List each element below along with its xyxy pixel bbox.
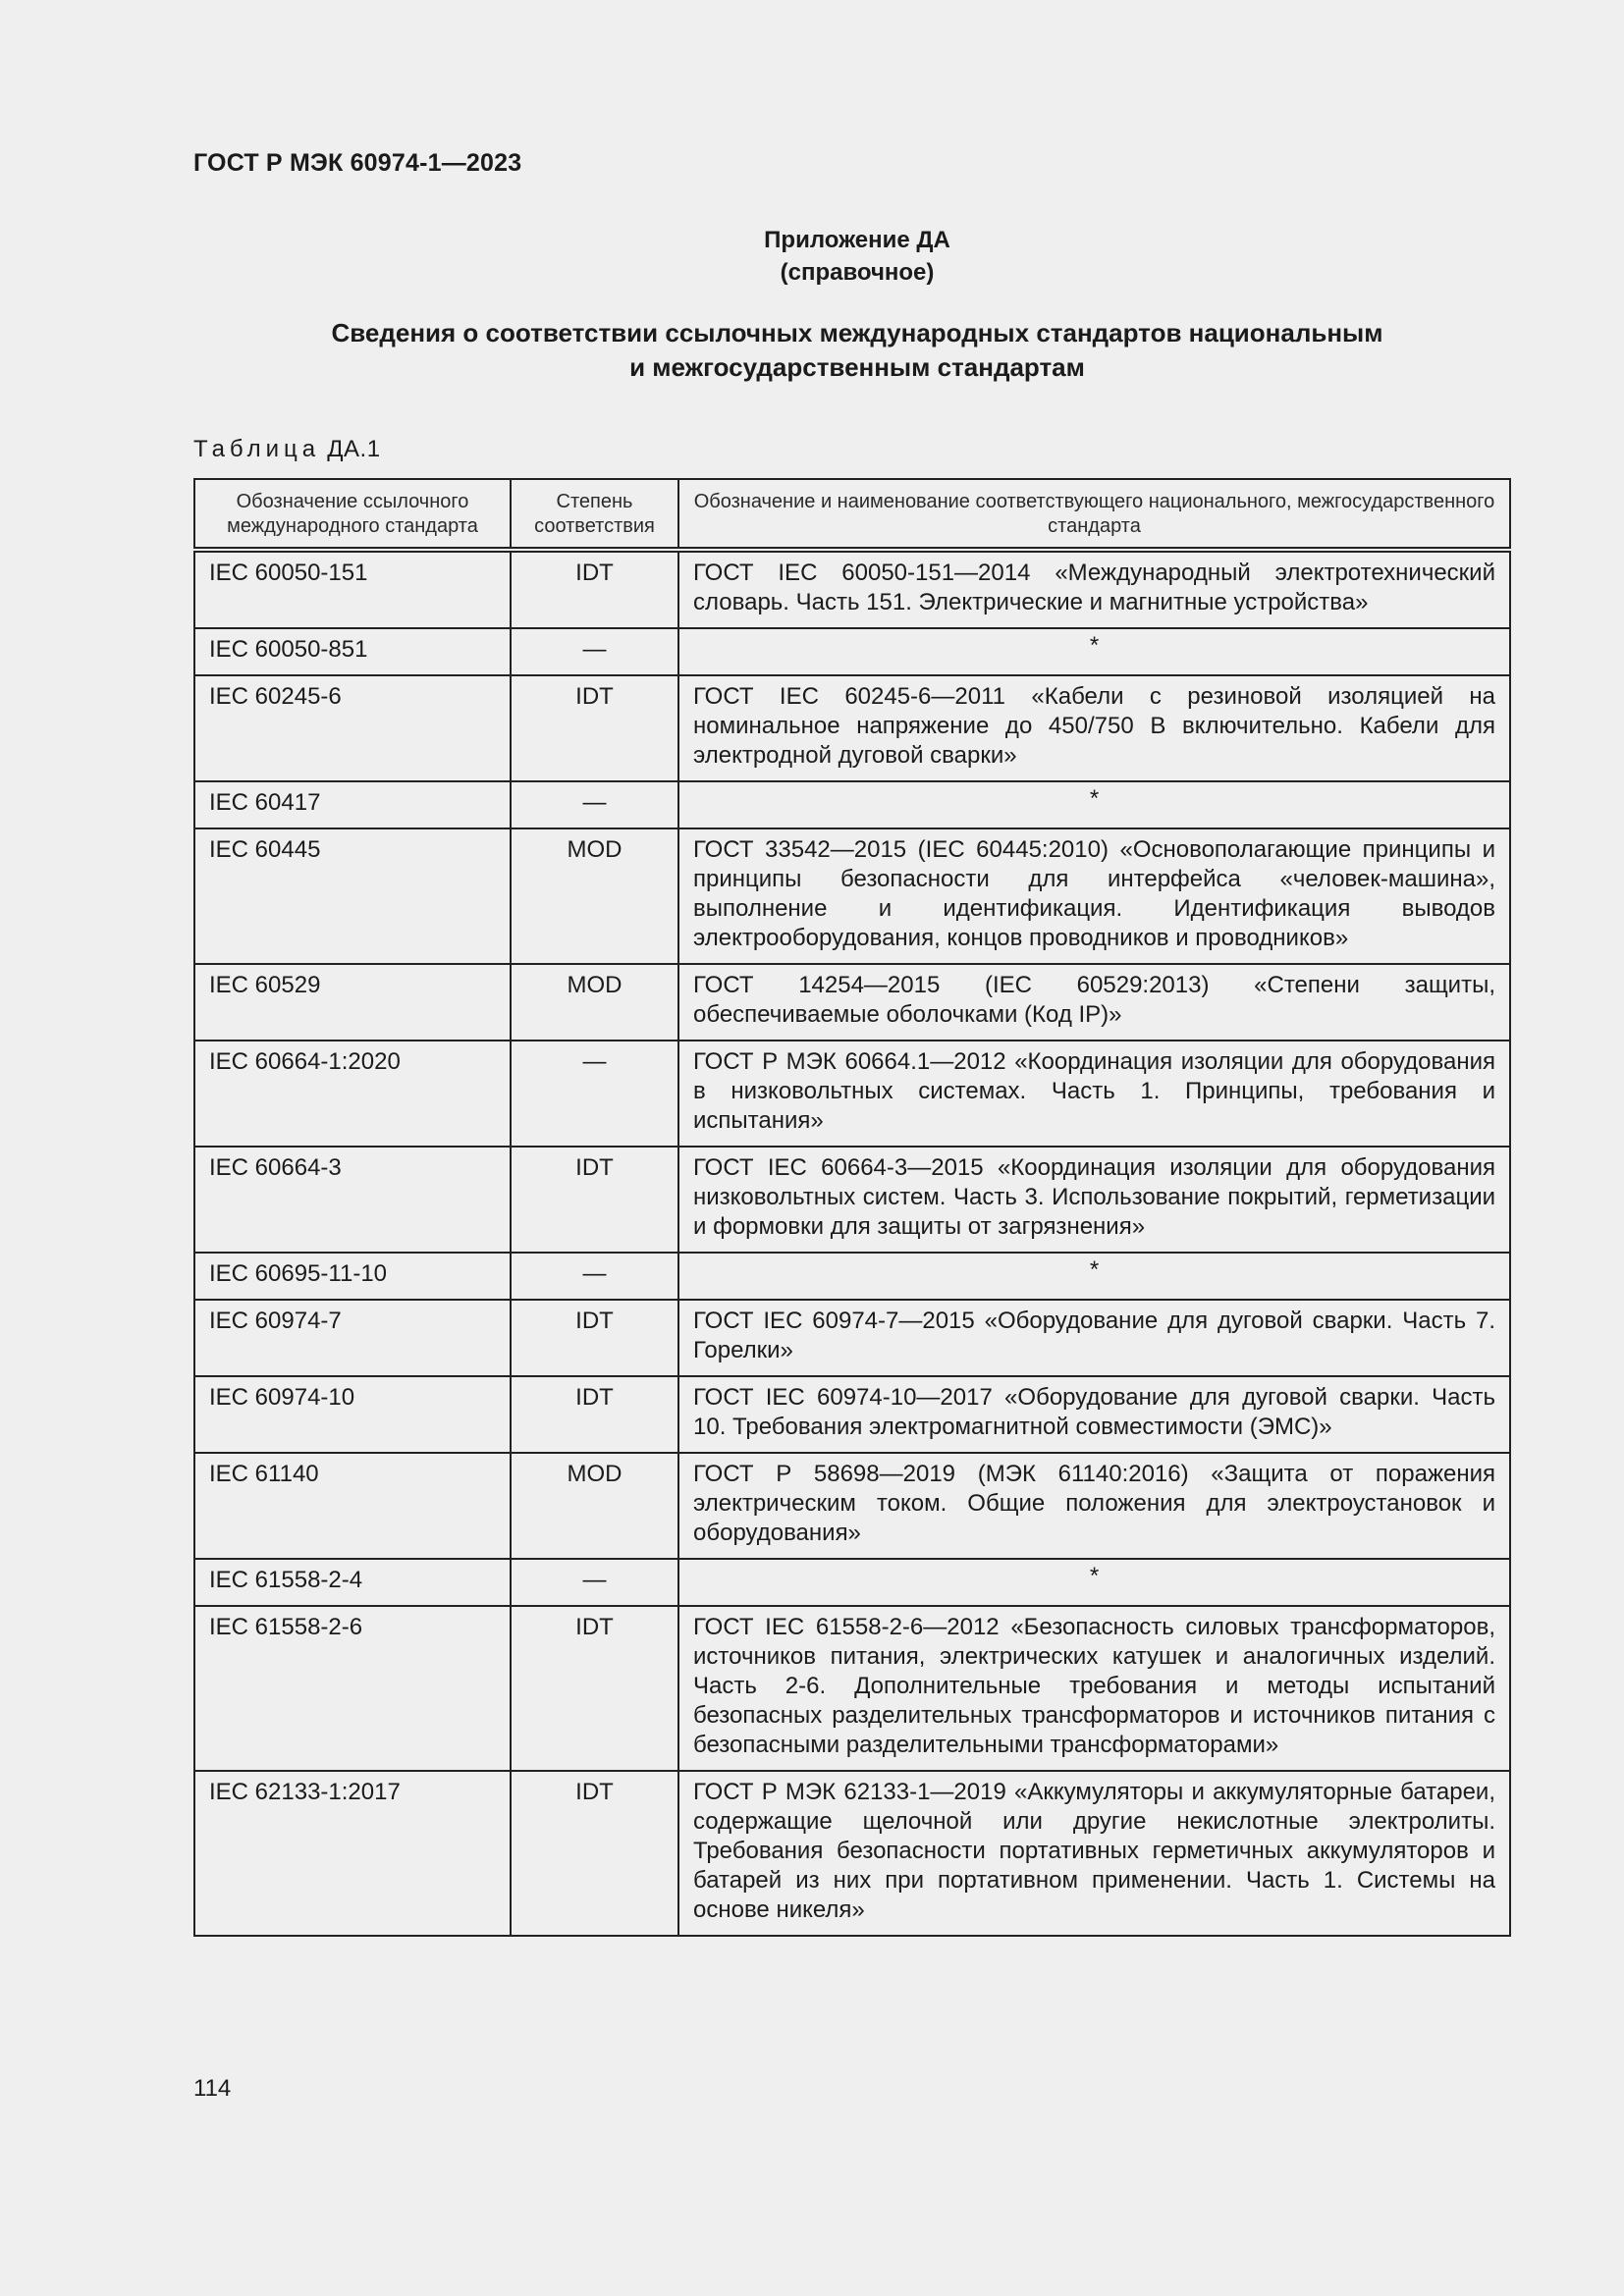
national-standard-cell: ГОСТ 14254—2015 (IEC 60529:2013) «Степени защиты, обеспечиваемые оболочками (Код IP)»: [678, 964, 1510, 1041]
national-standard-cell: ГОСТ IEC 60664-3—2015 «Координация изоляции для оборудования низковольтных систем. Часть 3. Использование покрытий, герметизации и формовки для защиты от загрязнения»: [678, 1147, 1510, 1253]
international-standard-cell: IEC 60417: [194, 781, 511, 828]
table-row: [194, 675, 1510, 781]
international-standard-cell: IEC 60529: [194, 964, 511, 1041]
table-row: [194, 828, 1510, 964]
national-standard-cell: *: [678, 1559, 1510, 1606]
table-caption-word: Таблица: [193, 436, 321, 462]
degree-cell: IDT: [511, 1771, 678, 1936]
international-standard-cell: IEC 60974-7: [194, 1300, 511, 1376]
degree-cell: IDT: [511, 1606, 678, 1771]
national-standard-cell: ГОСТ Р МЭК 62133-1—2019 «Аккумуляторы и аккумуляторные батареи, содержащие щелочной или другие некислотные электролиты. Требования безопасности портативных герметичных аккумуляторов и батарей из них при портативном применении. Часть 1. Системы на основе никеля»: [678, 1771, 1510, 1936]
international-standard-cell: IEC 60050-851: [194, 628, 511, 675]
table-row: [194, 1559, 1510, 1606]
international-standard-cell: IEC 61558-2-4: [194, 1559, 511, 1606]
degree-cell: IDT: [511, 1376, 678, 1453]
page-number: 114: [193, 2075, 232, 2102]
national-standard-cell: ГОСТ Р МЭК 60664.1—2012 «Координация изоляции для оборудования в низковольтных системах. Часть 1. Принципы, требования и испытания»: [678, 1041, 1510, 1147]
correspondence-table: [193, 478, 1511, 1937]
table-row: [194, 628, 1510, 675]
degree-cell: MOD: [511, 1453, 678, 1559]
national-standard-cell: ГОСТ IEC 60050-151—2014 «Международный электротехнический словарь. Часть 151. Электрические и магнитные устройства»: [678, 550, 1510, 628]
national-standard-cell: ГОСТ IEC 60974-7—2015 «Оборудование для дуговой сварки. Часть 7. Горелки»: [678, 1300, 1510, 1376]
national-standard-cell: ГОСТ Р 58698—2019 (МЭК 61140:2016) «Защита от поражения электрическим током. Общие положения для электроустановок и оборудования»: [678, 1453, 1510, 1559]
degree-cell: —: [511, 1253, 678, 1300]
degree-cell: —: [511, 1559, 678, 1606]
international-standard-cell: IEC 61558-2-6: [194, 1606, 511, 1771]
table-row: [194, 1300, 1510, 1376]
column-header-national-standard: Обозначение и наименование соответствующего национального, межгосударственного стандарта: [678, 479, 1510, 550]
section-title-line2: и межгосударственным стандартам: [629, 352, 1085, 382]
column-header-degree: Степень соответствия: [511, 479, 678, 550]
table-row: [194, 1041, 1510, 1147]
table-row: [194, 550, 1510, 628]
degree-cell: —: [511, 628, 678, 675]
national-standard-cell: *: [678, 1253, 1510, 1300]
section-title: [206, 316, 1508, 385]
document-code-header: ГОСТ Р МЭК 60974-1—2023: [193, 149, 522, 177]
international-standard-cell: IEC 60974-10: [194, 1376, 511, 1453]
degree-cell: IDT: [511, 550, 678, 628]
international-standard-cell: IEC 61140: [194, 1453, 511, 1559]
appendix-heading: [0, 224, 1624, 289]
degree-cell: IDT: [511, 1300, 678, 1376]
table-caption: [193, 436, 381, 463]
international-standard-cell: IEC 60664-3: [194, 1147, 511, 1253]
degree-cell: MOD: [511, 828, 678, 964]
international-standard-cell: IEC 62133-1:2017: [194, 1771, 511, 1936]
international-standard-cell: IEC 60664-1:2020: [194, 1041, 511, 1147]
table-body: [194, 550, 1510, 1936]
national-standard-cell: ГОСТ IEC 60974-10—2017 «Оборудование для дуговой сварки. Часть 10. Требования электромагнитной совместимости (ЭМС)»: [678, 1376, 1510, 1453]
degree-cell: —: [511, 781, 678, 828]
table-row: [194, 1771, 1510, 1936]
international-standard-cell: IEC 60050-151: [194, 550, 511, 628]
degree-cell: MOD: [511, 964, 678, 1041]
degree-cell: —: [511, 1041, 678, 1147]
table-row: [194, 964, 1510, 1041]
table-row: [194, 781, 1510, 828]
table-header-row: [194, 479, 1510, 550]
table-row: [194, 1606, 1510, 1771]
international-standard-cell: IEC 60695-11-10: [194, 1253, 511, 1300]
national-standard-cell: ГОСТ IEC 60245-6—2011 «Кабели с резиновой изоляцией на номинальное напряжение до 450/750 В включительно. Кабели для электродной дуговой сварки»: [678, 675, 1510, 781]
table-row: [194, 1253, 1510, 1300]
table-row: [194, 1453, 1510, 1559]
international-standard-cell: IEC 60445: [194, 828, 511, 964]
section-title-line1: Сведения о соответствии ссылочных международных стандартов национальным: [331, 318, 1383, 347]
degree-cell: IDT: [511, 1147, 678, 1253]
national-standard-cell: ГОСТ 33542—2015 (IEC 60445:2010) «Основополагающие принципы и принципы безопасности для интерфейса «человек-машина», выполнение и идентификация. Идентификация выводов электрооборудования, концов проводников и проводников»: [678, 828, 1510, 964]
national-standard-cell: *: [678, 781, 1510, 828]
table-row: [194, 1147, 1510, 1253]
column-header-international-standard: Обозначение ссылочного международного стандарта: [194, 479, 511, 550]
national-standard-cell: ГОСТ IEC 61558-2-6—2012 «Безопасность силовых трансформаторов, источников питания, электрических катушек и аналогичных изделий. Часть 2-6. Дополнительные требования и методы испытаний безопасных разделительных трансформаторов и источников питания с безопасными разделительными трансформаторами»: [678, 1606, 1510, 1771]
national-standard-cell: *: [678, 628, 1510, 675]
appendix-subtitle: (справочное): [780, 259, 935, 286]
international-standard-cell: IEC 60245-6: [194, 675, 511, 781]
table-row: [194, 1376, 1510, 1453]
table-caption-number: ДА.1: [327, 436, 381, 462]
degree-cell: IDT: [511, 675, 678, 781]
appendix-title: Приложение ДА: [764, 227, 950, 253]
